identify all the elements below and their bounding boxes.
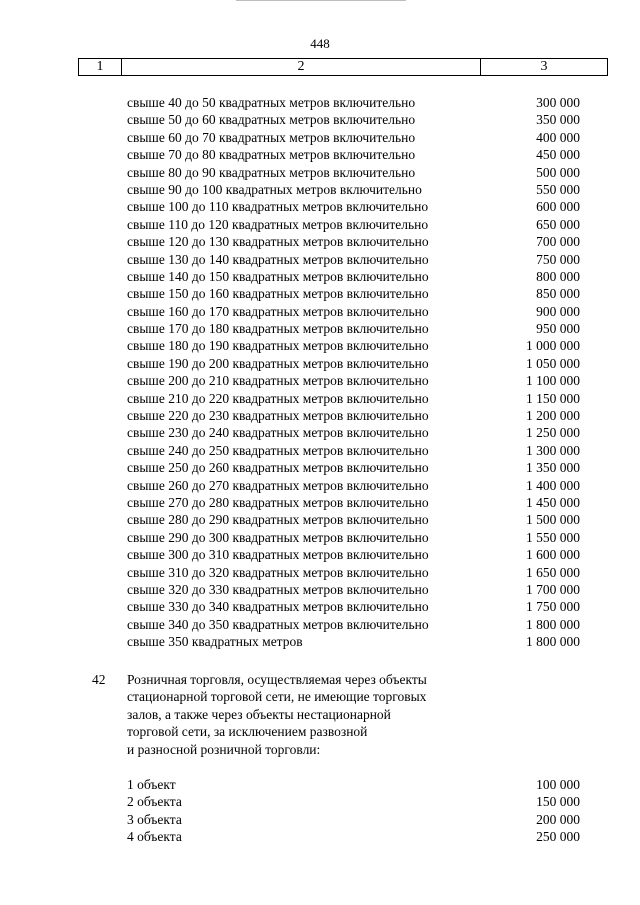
row-amount: 1 150 000 (526, 390, 580, 406)
table-row (0, 390, 640, 407)
table-row (0, 181, 640, 198)
row-description: свыше 320 до 330 квадратных метров включительно (127, 581, 429, 597)
table-row (0, 111, 640, 128)
row-description: свыше 140 до 150 квадратных метров включительно (127, 268, 429, 284)
row-amount: 1 300 000 (526, 442, 580, 458)
row-amount: 450 000 (536, 147, 580, 163)
table-row (0, 407, 640, 424)
object-amount: 150 000 (536, 794, 580, 810)
row-amount: 1 650 000 (526, 564, 580, 580)
table-row (0, 546, 640, 563)
row-description: свыше 340 до 350 квадратных метров включительно (127, 616, 429, 632)
table-row (0, 320, 640, 337)
row-amount: 900 000 (536, 303, 580, 319)
table-row (0, 337, 640, 354)
row-amount: 1 100 000 (526, 373, 580, 389)
row-description: свыше 60 до 70 квадратных метров включительно (127, 129, 416, 145)
row-description: свыше 70 до 80 квадратных метров включительно (127, 147, 416, 163)
row-description: свыше 220 до 230 квадратных метров включительно (127, 408, 429, 424)
table-row (0, 285, 640, 302)
table-row (0, 511, 640, 528)
row-amount: 300 000 (536, 95, 580, 110)
object-row (0, 828, 640, 845)
row-amount: 800 000 (536, 268, 580, 284)
row-amount: 1 000 000 (526, 338, 580, 354)
row-amount: 950 000 (536, 321, 580, 337)
object-amount: 250 000 (536, 829, 580, 845)
table-row (0, 198, 640, 215)
row-description: свыше 200 до 210 квадратных метров включительно (127, 373, 429, 389)
row-description: свыше 120 до 130 квадратных метров включительно (127, 234, 429, 250)
row-description: свыше 50 до 60 квадратных метров включительно (127, 112, 416, 128)
row-amount: 1 550 000 (526, 529, 580, 545)
row-description: свыше 160 до 170 квадратных метров включительно (127, 303, 429, 319)
row-amount: 350 000 (536, 112, 580, 128)
table-row (0, 529, 640, 546)
table-row (0, 616, 640, 633)
row-description: свыше 40 до 50 квадратных метров включительно (127, 95, 416, 110)
column-header-2: 2 (122, 59, 481, 75)
row-description: свыше 280 до 290 квадратных метров включительно (127, 512, 429, 528)
description-line: торговой сети, за исключением развозной (127, 724, 368, 740)
row-amount: 1 700 000 (526, 581, 580, 597)
row-description: свыше 90 до 100 квадратных метров включительно (127, 181, 422, 197)
table-row (0, 442, 640, 459)
page-number: 448 (310, 36, 330, 51)
top-divider-line (236, 0, 406, 1)
table-row (0, 251, 640, 268)
object-description: 2 объекта (127, 794, 182, 810)
table-row (0, 129, 640, 146)
table-row (0, 164, 640, 181)
row-description: свыше 330 до 340 квадратных метров включительно (127, 599, 429, 615)
row-description: свыше 80 до 90 квадратных метров включительно (127, 164, 416, 180)
row-amount: 1 750 000 (526, 599, 580, 615)
row-description: свыше 170 до 180 квадратных метров включительно (127, 321, 429, 337)
object-count-rows (0, 776, 640, 846)
row-amount: 550 000 (536, 181, 580, 197)
row-amount: 700 000 (536, 234, 580, 250)
row-description: свыше 290 до 300 квадратных метров включительно (127, 529, 429, 545)
table-row (0, 216, 640, 233)
object-description: 4 объекта (127, 829, 182, 845)
row-amount: 750 000 (536, 251, 580, 267)
row-amount: 1 600 000 (526, 547, 580, 563)
table-row (0, 477, 640, 494)
column-header-3: 3 (540, 59, 548, 74)
object-amount: 200 000 (536, 811, 580, 827)
row-description: свыше 350 квадратных метров (127, 634, 303, 650)
row-description: свыше 100 до 110 квадратных метров включительно (127, 199, 429, 215)
table-row (0, 459, 640, 476)
object-row (0, 793, 640, 810)
object-description: 1 объект (127, 777, 176, 792)
table-row (0, 268, 640, 285)
table-row (0, 146, 640, 163)
row-description: свыше 130 до 140 квадратных метров включительно (127, 251, 429, 267)
row-amount: 850 000 (536, 286, 580, 302)
description-line: и разносной розничной торговли: (127, 741, 321, 757)
table-row (0, 94, 640, 111)
table-row (0, 303, 640, 320)
object-row (0, 776, 640, 793)
row-amount: 500 000 (536, 164, 580, 180)
table-row (0, 494, 640, 511)
row-amount: 600 000 (536, 199, 580, 215)
row-amount: 1 200 000 (526, 408, 580, 424)
row-amount: 1 500 000 (526, 512, 580, 528)
table-row (0, 564, 640, 581)
table-row (0, 424, 640, 441)
row-description: свыше 180 до 190 квадратных метров включительно (127, 338, 429, 354)
row-description: свыше 230 до 240 квадратных метров включительно (127, 425, 429, 441)
row-description: свыше 150 до 160 квадратных метров включительно (127, 286, 429, 302)
row-description: свыше 190 до 200 квадратных метров включительно (127, 355, 429, 371)
row-description: свыше 260 до 270 квадратных метров включительно (127, 477, 429, 493)
row-description: свыше 250 до 260 квадратных метров включительно (127, 460, 429, 476)
table-row (0, 233, 640, 250)
row-amount: 1 250 000 (526, 425, 580, 441)
column-header-1: 1 (79, 59, 122, 75)
row-amount: 1 450 000 (526, 494, 580, 510)
row-description: свыше 270 до 280 квадратных метров включительно (127, 494, 429, 510)
row-amount: 650 000 (536, 216, 580, 232)
description-line: Розничная торговля, осуществляемая через объекты (127, 672, 427, 687)
item-description (127, 671, 487, 758)
row-description: свыше 310 до 320 квадратных метров включительно (127, 564, 429, 580)
row-description: свыше 240 до 250 квадратных метров включительно (127, 442, 429, 458)
row-amount: 1 800 000 (526, 634, 580, 650)
table-row (0, 633, 640, 650)
table-row (0, 581, 640, 598)
object-row (0, 811, 640, 828)
row-amount: 1 400 000 (526, 477, 580, 493)
description-line: стационарной торговой сети, не имеющие торговых (127, 689, 427, 705)
row-description: свыше 110 до 120 квадратных метров включительно (127, 216, 429, 232)
row-description: свыше 300 до 310 квадратных метров включительно (127, 547, 429, 563)
description-line: залов, а также через объекты нестационарной (127, 706, 391, 722)
row-amount: 1 350 000 (526, 460, 580, 476)
item-number: 42 (92, 672, 106, 687)
table-row (0, 372, 640, 389)
row-amount: 1 800 000 (526, 616, 580, 632)
table-row (0, 355, 640, 372)
row-amount: 1 050 000 (526, 355, 580, 371)
object-amount: 100 000 (536, 777, 580, 792)
column-header-row (78, 58, 608, 76)
table-row (0, 598, 640, 615)
row-amount: 400 000 (536, 129, 580, 145)
row-description: свыше 210 до 220 квадратных метров включительно (127, 390, 429, 406)
tariff-rows (0, 94, 640, 651)
object-description: 3 объекта (127, 811, 182, 827)
